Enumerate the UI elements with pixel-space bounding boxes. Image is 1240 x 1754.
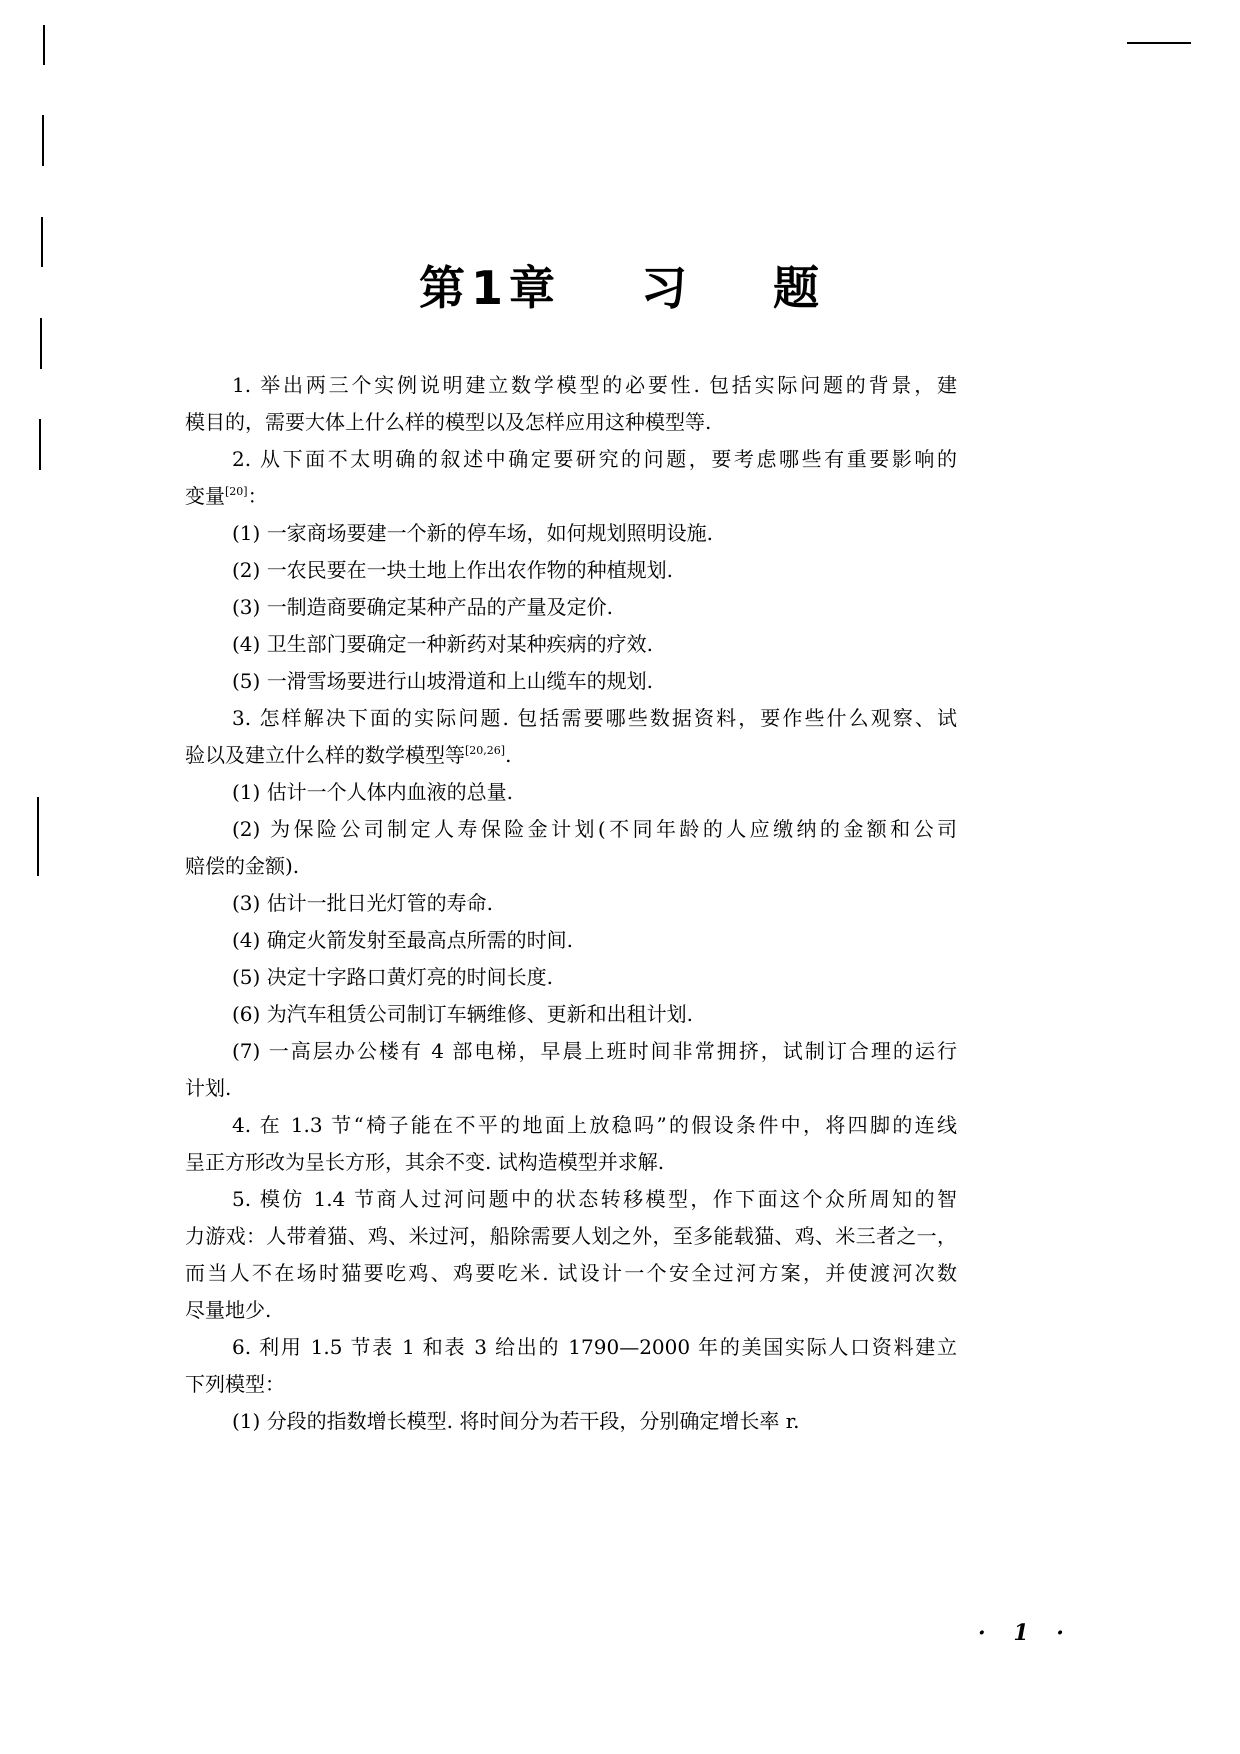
text-line — [185, 1144, 957, 1181]
line-text: (3) 一制造商要确定某种产品的产量及定价. — [232, 595, 614, 619]
text-line — [185, 1292, 957, 1329]
title-chapter-number: 1 — [470, 261, 505, 315]
text-line — [185, 1255, 957, 1292]
line-tail: . — [505, 743, 512, 767]
exercise-body — [185, 367, 957, 1440]
text-line — [185, 589, 957, 626]
line-tail: ： — [247, 484, 268, 508]
text-line — [185, 1329, 957, 1366]
line-text: 模目的，需要大体上什么样的模型以及怎样应用这种模型等. — [185, 410, 712, 434]
line-text: (4) 确定火箭发射至最高点所需的时间. — [232, 928, 574, 952]
text-line — [185, 996, 957, 1033]
margin-mark — [37, 797, 39, 876]
line-text: (2) 为保险公司制定人寿保险金计划(不同年龄的人应缴纳的金额和公司 — [232, 817, 957, 841]
header-rule — [1127, 42, 1191, 44]
margin-mark — [40, 318, 42, 369]
title-word-1: 习 — [641, 261, 689, 315]
text-line — [185, 552, 957, 589]
margin-mark — [39, 419, 41, 470]
line-text: (4) 卫生部门要确定一种新药对某种疾病的疗效. — [232, 632, 654, 656]
line-text: 变量 — [185, 484, 225, 508]
line-text: (5) 决定十字路口黄灯亮的时间长度. — [232, 965, 554, 989]
line-text: 而当人不在场时猫要吃鸡、鸡要吃米. 试设计一个安全过河方案，并使渡河次数 — [185, 1261, 957, 1285]
line-text: 尽量地少. — [185, 1298, 272, 1322]
line-text: (7) 一高层办公楼有 4 部电梯，早晨上班时间非常拥挤，试制订合理的运行 — [232, 1039, 957, 1063]
citation-ref: [20,26] — [465, 744, 506, 757]
text-line — [185, 1070, 957, 1107]
line-text: (3) 估计一批日光灯管的寿命. — [232, 891, 494, 915]
text-line — [185, 441, 957, 478]
line-text: (2) 一农民要在一块土地上作出农作物的种植规划. — [232, 558, 674, 582]
page-number: · 1 · — [978, 1620, 1074, 1646]
text-line — [185, 848, 957, 885]
line-text: 2. 从下面不太明确的叙述中确定要研究的问题，要考虑哪些有重要影响的 — [232, 447, 957, 471]
text-line — [185, 959, 957, 996]
line-text: (1) 分段的指数增长模型. 将时间分为若干段，分别确定增长率 r. — [232, 1409, 800, 1433]
text-line — [185, 1181, 957, 1218]
line-text: 3. 怎样解决下面的实际问题. 包括需要哪些数据资料，要作些什么观察、试 — [232, 706, 957, 730]
text-line — [185, 1218, 957, 1255]
line-text: 计划. — [185, 1076, 232, 1100]
text-line — [185, 774, 957, 811]
text-line — [185, 1033, 957, 1070]
text-line — [185, 478, 957, 515]
text-line — [185, 1366, 957, 1403]
line-text: 验以及建立什么样的数学模型等 — [185, 743, 465, 767]
citation-ref: [20] — [225, 485, 248, 498]
text-line — [185, 1403, 957, 1440]
line-text: 5. 模仿 1.4 节商人过河问题中的状态转移模型，作下面这个众所周知的智 — [232, 1187, 957, 1211]
line-text: 1. 举出两三个实例说明建立数学模型的必要性. 包括实际问题的背景，建 — [232, 373, 957, 397]
text-line — [185, 737, 957, 774]
text-line — [185, 1107, 957, 1144]
text-line — [185, 367, 957, 404]
text-line — [185, 811, 957, 848]
text-line — [185, 404, 957, 441]
margin-mark — [42, 115, 44, 166]
title-chapter-word: 章 — [509, 261, 557, 315]
line-text: 4. 在 1.3 节“椅子能在不平的地面上放稳吗”的假设条件中，将四脚的连线 — [232, 1113, 957, 1137]
line-text: (1) 一家商场要建一个新的停车场，如何规划照明设施. — [232, 521, 714, 545]
title-word-2: 题 — [773, 261, 821, 315]
text-line — [185, 885, 957, 922]
text-line — [185, 700, 957, 737]
line-text: 下列模型： — [185, 1372, 285, 1396]
text-line — [185, 515, 957, 552]
text-line — [185, 626, 957, 663]
line-text: 呈正方形改为呈长方形，其余不变. 试构造模型并求解. — [185, 1150, 665, 1174]
margin-mark — [43, 25, 45, 65]
text-line — [185, 663, 957, 700]
text-line — [185, 922, 957, 959]
line-text: 赔偿的金额). — [185, 854, 300, 878]
line-text: 力游戏：人带着猫、鸡、米过河，船除需要人划之外，至多能载猫、鸡、米三者之一， — [185, 1224, 957, 1248]
line-text: (6) 为汽车租赁公司制订车辆维修、更新和出租计划. — [232, 1002, 694, 1026]
line-text: 6. 利用 1.5 节表 1 和表 3 给出的 1790—2000 年的美国实际人口资料建立 — [232, 1335, 957, 1359]
line-text: (5) 一滑雪场要进行山坡滑道和上山缆车的规划. — [232, 669, 654, 693]
chapter-title — [0, 258, 1240, 318]
line-text: (1) 估计一个人体内血液的总量. — [232, 780, 514, 804]
title-prefix: 第 — [418, 261, 467, 315]
